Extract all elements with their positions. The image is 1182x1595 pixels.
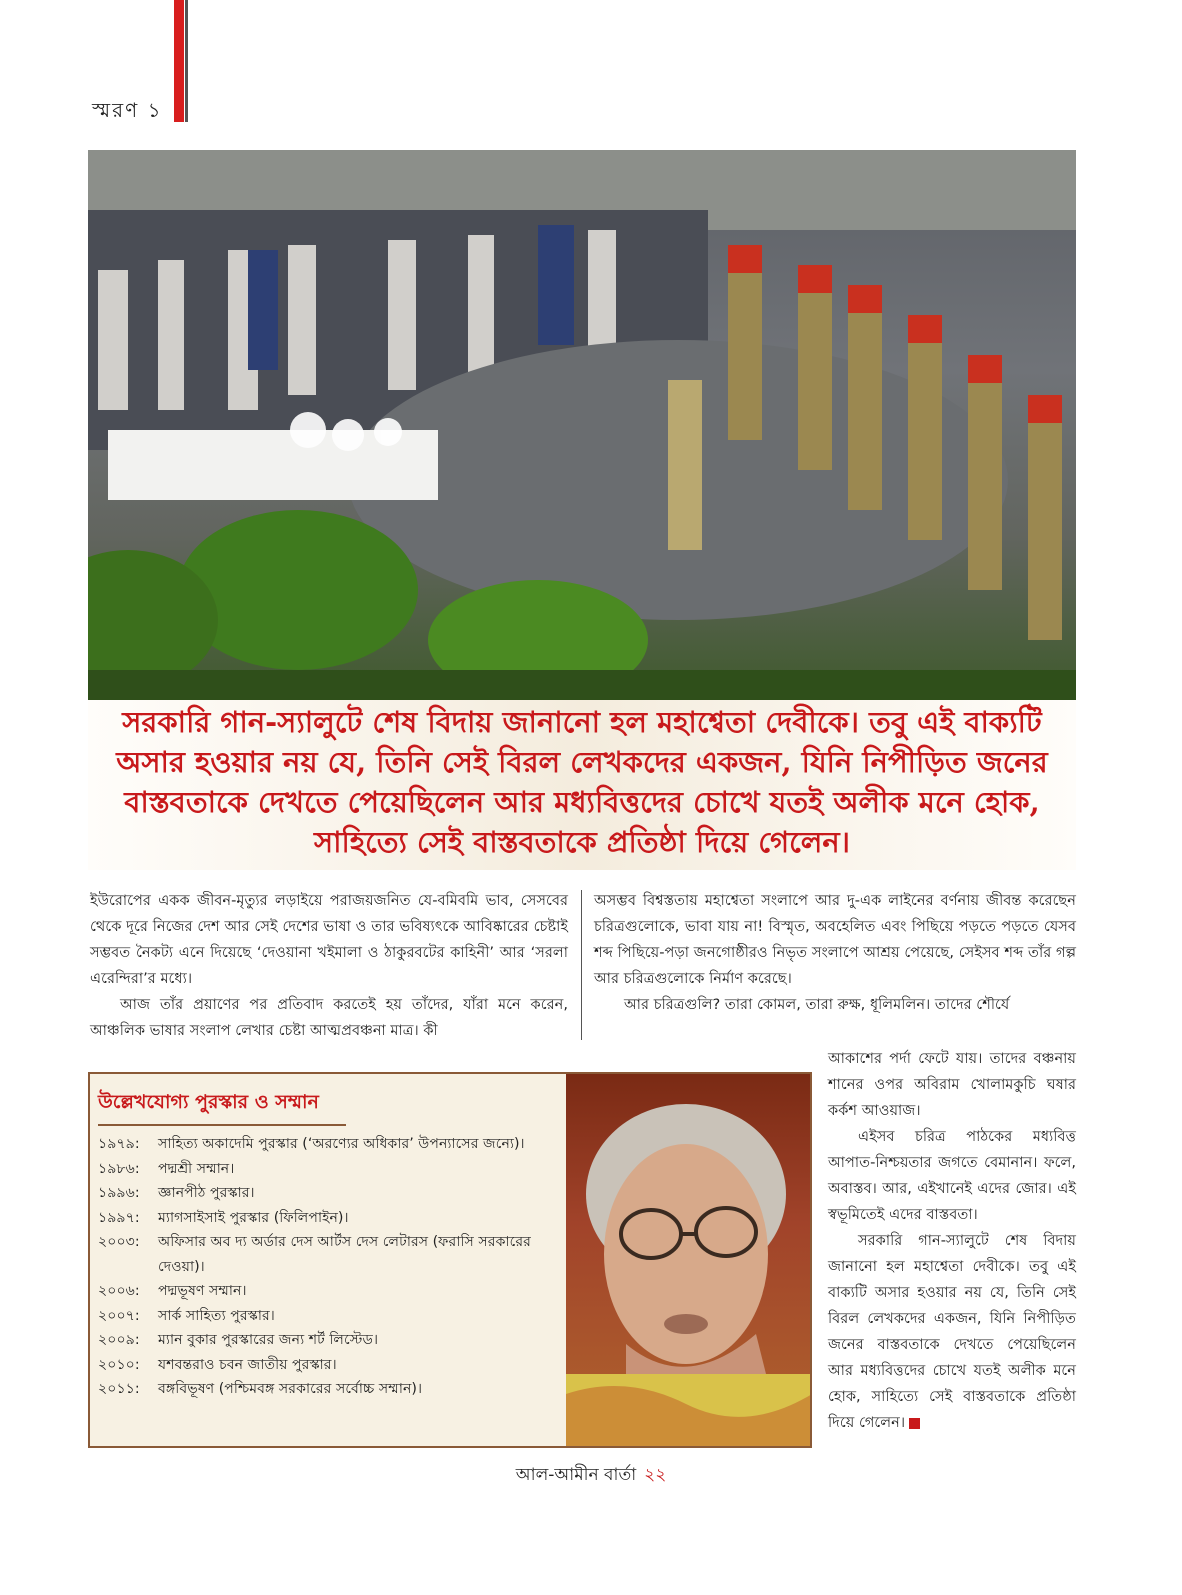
award-year: ১৯৭৯: <box>98 1136 140 1152</box>
awards-list <box>98 1132 560 1402</box>
article-column-right-top <box>594 888 1076 1018</box>
award-item <box>98 1181 560 1206</box>
award-year: ১৯৯৬: <box>98 1185 140 1201</box>
award-year: ২০০৬: <box>98 1283 140 1299</box>
header-red-bar <box>174 0 188 122</box>
headline-line: অসার হওয়ার নয় যে, তিনি সেই বিরল লেখকদের একজন, যিনি নিপীড়িত জনের <box>116 745 1048 779</box>
section-tag: স্মরণ ১ <box>92 98 163 122</box>
headline-line: সাহিত্যে সেই বাস্তবতাকে প্রতিষ্ঠা দিয়ে গেলেন। <box>313 825 851 859</box>
body-paragraph: আকাশের পর্দা ফেটে যায়। তাদের বঞ্চনায় শানের ওপর অবিরাম খোলামকুচি ঘষার কর্কশ আওয়াজ। <box>828 1050 1076 1119</box>
awards-title: উল্লেখযোগ্য পুরস্কার ও সম্মান <box>98 1088 346 1126</box>
pull-quote-headline <box>88 700 1076 870</box>
award-item <box>98 1353 560 1378</box>
body-paragraph: আজ তাঁর প্রয়াণের পর প্রতিবাদ করতেই হয় তাঁদের, যাঁরা মনে করেন, আঞ্চলিক ভাষার সংলাপ লেখার চেষ্টা আত্মপ্রবঞ্চনা মাত্র। কী <box>90 996 568 1039</box>
award-text: বঙ্গবিভূষণ (পশ্চিমবঙ্গ সরকারের সর্বোচ্চ সম্মান)। <box>158 1381 423 1397</box>
award-year: ১৯৯৭: <box>98 1209 140 1226</box>
award-item <box>98 1206 560 1231</box>
funeral-gun-salute-photo <box>88 150 1076 700</box>
body-paragraph: অসম্ভব বিশ্বস্ততায় মহাশ্বেতা সংলাপে আর দু-এক লাইনের বর্ণনায় জীবন্ত করেছেন চরিত্রগুলোকে, ভাবা যায় না! বিস্মৃত, অবহেলিত এবং পিছিয়ে পড়তে পড়তে যেসব শব্দ পিছিয়ে-পড়া জনগোষ্ঠীরও নিভৃত সংলাপে আশ্রয় পেয়েছে, সেইসব শব্দ তাঁর গল্প আর চরিত্রগুলোকে নির্মাণ করেছে। <box>594 892 1076 987</box>
column-divider <box>581 890 582 1040</box>
award-text: যশবন্তরাও চবন জাতীয় পুরস্কার। <box>158 1356 337 1373</box>
award-text: ম্যাগসাইসাই পুরস্কার (ফিলিপাইন)। <box>158 1209 349 1226</box>
page-number: ২২ <box>644 1465 667 1485</box>
body-paragraph-final <box>828 1228 1076 1436</box>
award-text: অফিসার অব দ্য অর্ডার দেস আর্টস দেস লেটারস (ফরাসি সরকারের দেওয়া)। <box>158 1234 531 1275</box>
body-paragraph: আর চরিত্রগুলি? তারা কোমল, তারা রুক্ষ, ধূলিমলিন। তাদের শৌর্যে <box>624 996 1010 1013</box>
award-year: ২০১১: <box>98 1381 140 1397</box>
award-item <box>98 1157 560 1182</box>
award-text: সাহিত্য অকাদেমি পুরস্কার (‘অরণ্যের অধিকার’ উপন্যাসের জন্যে)। <box>158 1136 525 1152</box>
award-item <box>98 1230 560 1279</box>
award-text: পদ্মশ্রী সম্মান। <box>158 1160 235 1177</box>
award-year: ২০০৭: <box>98 1307 140 1324</box>
award-item <box>98 1377 560 1402</box>
award-item <box>98 1304 560 1329</box>
award-year: ১৯৮৬: <box>98 1160 140 1177</box>
body-paragraph: ইউরোপের একক জীবন-মৃত্যুর লড়াইয়ে পরাজয়জনিত যে-বমিবমি ভাব, সেসবের থেকে দূরে নিজের দেশ আর সেই দেশের ভাষা ও তার ভবিষ্যৎকে আবিষ্কারের চেষ্টাই সম্ভবত নৈকট্য এনে দিয়েছে ‘দেওয়ানা খইমালা ও ঠাকুরবটের কাহিনী’ আর ‘সরলা এরেন্দিরা’র মধ্যে। <box>90 892 568 987</box>
award-text: ম্যান বুকার পুরস্কারের জন্য শর্ট লিস্টেড। <box>158 1332 379 1348</box>
headline-line: বাস্তবতাকে দেখতে পেয়েছিলেন আর মধ্যবিত্তদের চোখে যতই অলীক মনে হোক, <box>124 785 1040 819</box>
final-paragraph-text: সরকারি গান-স্যালুটে শেষ বিদায় জানানো হল মহাশ্বেতা দেবীকে। তবু এই বাক্যটি অসার হওয়ার নয় যে, তিনি সেই বিরল লেখকদের একজন, যিনি নিপীড়িত জনের বাস্তবতাকে দেখতে পেয়েছিলেন আর মধ্যবিত্তদের চোখে যতই অলীক মনে হোক, সাহিত্যে সেই বাস্তবতাকে প্রতিষ্ঠা দিয়ে গেলেন। <box>828 1232 1076 1431</box>
award-text: পদ্মভূষণ সম্মান। <box>158 1283 247 1299</box>
award-year: ২০১০: <box>98 1356 140 1373</box>
magazine-name: আল-আমীন বার্তা <box>515 1465 637 1485</box>
body-paragraph: এইসব চরিত্র পাঠকের মধ্যবিত্ত আপাত-নিশ্চয়তার জগতে বেমানান। ফলে, অবাস্তব। আর, এইখানেই এদের জোর। এই স্বভূমিতেই এদের বাস্তবতা। <box>828 1128 1076 1223</box>
end-mark-icon <box>909 1418 920 1429</box>
award-item <box>98 1132 560 1157</box>
headline-line: সরকারি গান-স্যালুটে শেষ বিদায় জানানো হল মহাশ্বেতা দেবীকে। তবু এই বাক্যটি <box>122 705 1042 739</box>
award-item <box>98 1279 560 1304</box>
award-text: জ্ঞানপীঠ পুরস্কার। <box>158 1185 255 1201</box>
award-year: ২০০৩: <box>98 1234 140 1250</box>
award-year: ২০০৯: <box>98 1332 140 1348</box>
article-column-left <box>90 888 568 1044</box>
page-footer <box>0 1462 1182 1490</box>
article-column-right-narrow <box>828 1046 1076 1436</box>
award-item <box>98 1328 560 1353</box>
awards-box <box>88 1072 812 1448</box>
author-portrait-photo <box>566 1074 812 1446</box>
award-text: সার্ক সাহিত্য পুরস্কার। <box>158 1307 275 1324</box>
